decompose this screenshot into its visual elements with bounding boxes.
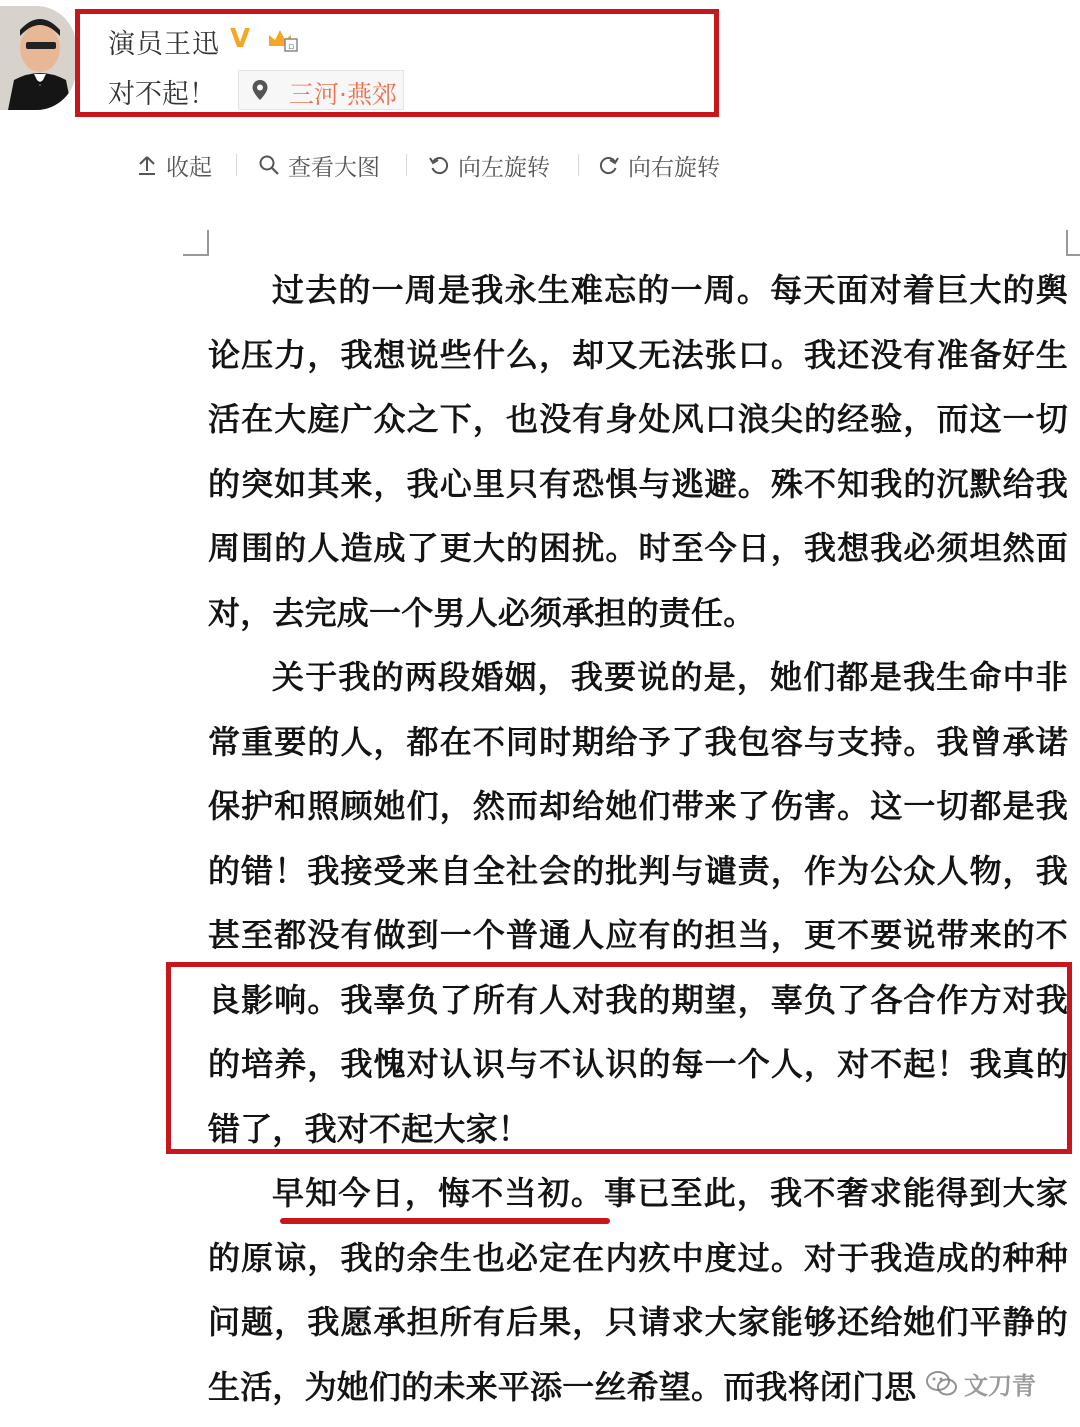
rotate-right-label: 向右旋转 — [628, 154, 720, 181]
view-large-label: 查看大图 — [288, 154, 380, 181]
paragraph-1: 过去的一周是我永生难忘的一周。每天面对着巨大的舆论压力，我想说些什么，却又无法张口。我还没有准备好生活在大庭广众之下，也没有身处风口浪尖的经验，而这一切的突如其来，我心里只有恐惧与逃避。殊不知我的沉默给我周围的人造成了更大的困扰。时至今日，我想我必须坦然面对，去完成一个男人必须承担的责任。 — [208, 271, 1068, 632]
rotate-left-button[interactable] — [428, 148, 550, 182]
location-pin-icon — [251, 79, 269, 101]
verified-v-icon: V — [230, 24, 251, 54]
toolbar-divider — [578, 154, 579, 176]
magnifier-icon — [258, 154, 280, 176]
post-text: 对不起！ — [108, 79, 216, 110]
avatar[interactable] — [0, 6, 76, 110]
toolbar-divider — [236, 154, 237, 176]
watermark-label: 文刀青 — [964, 1372, 1036, 1400]
crop-mark-left — [183, 230, 209, 256]
author-name[interactable]: 演员王迅 — [108, 29, 220, 60]
location-label: 三河·燕郊 — [289, 80, 397, 109]
location-tag[interactable] — [238, 70, 404, 110]
watermark — [926, 1366, 1036, 1401]
post-header — [75, 9, 719, 117]
underline-mark — [280, 1218, 610, 1224]
member-badge-icon[interactable] — [266, 26, 298, 52]
crop-mark-right — [1066, 230, 1080, 256]
rotate-right-icon — [598, 154, 620, 176]
svg-text:▫: ▫ — [287, 42, 295, 52]
rotate-left-label: 向左旋转 — [458, 154, 550, 181]
statement-document — [208, 258, 1068, 1419]
highlight-box — [166, 962, 1072, 1154]
view-large-button[interactable] — [258, 148, 380, 182]
collapse-button[interactable] — [136, 148, 212, 182]
rotate-right-button[interactable] — [598, 148, 720, 182]
paragraph-2: 关于我的两段婚姻，我要说的是，她们都是我生命中非常重要的人，都在不同时期给予了我包容与支持。我曾承诺保护和照顾她们，然而却给她们带来了伤害。这一切都是我的错！我接受来自全社会的批判与谴责，作为公众人物，我甚至都没有做到一个普通人应有的担当，更不要说带来的不良影响。我辜负了所有人对我的期望，辜负了各合作方对我的培养，我愧对认识与不认识的每一个人，对不起！我真的错了，我对不起大家！ — [208, 658, 1068, 1148]
rotate-left-icon — [428, 154, 450, 176]
toolbar-divider — [406, 154, 407, 176]
arrow-up-icon — [136, 154, 158, 176]
wechat-icon — [926, 1370, 958, 1398]
collapse-label: 收起 — [166, 154, 212, 181]
paragraph-3: 早知今日，悔不当初。事已至此，我不奢求能得到大家的原谅，我的余生也必定在内疚中度过。对于我造成的种种问题，我愿承担所有后果，只请求大家能够还给她们平静的生活，为她们的未来平添一丝希望。而我将闭门思 — [208, 1174, 1068, 1406]
